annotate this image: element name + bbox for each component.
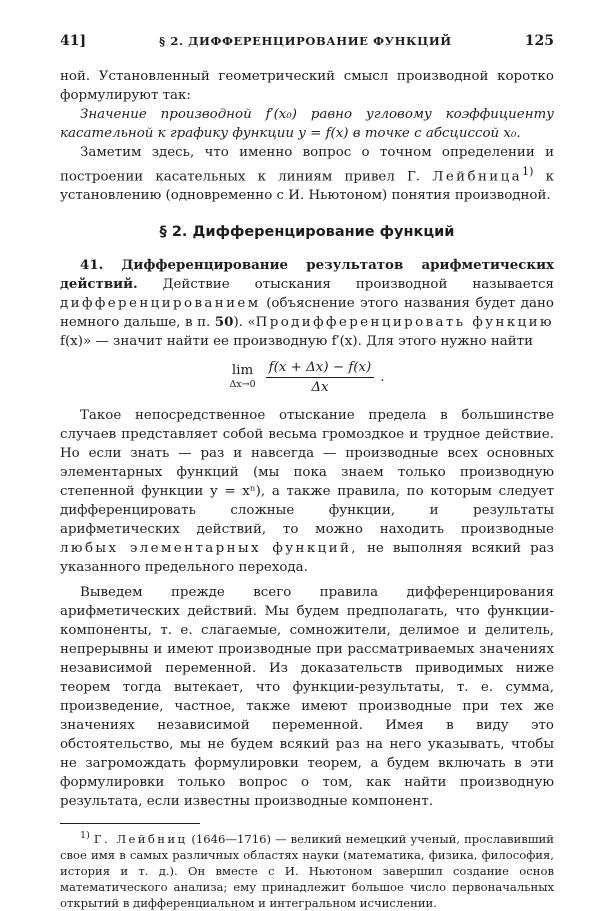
limit-subscript: Δx→0	[229, 378, 256, 390]
paragraph-3: Выведем прежде всего правила дифференцирования арифметических действий. Мы будем предполагать, что функции-компоненты, т. е. слагаемые, сомножители, делимое и делитель, непрерывны и имеют производные при рассматриваемых значениях независимой переменной. Из доказательств приводимых ниже теорем тогда вытекает, что функции-результаты, т. е. сумма, произведение, частное, также имеют производные при тех же значениях независимой переменной. Имея в виду это обстоятельство, мы не будем всякий раз на него указывать, чтобы не загромождать формулировки теорем, а будем включать в эти формулировки только вопрос о том, как найти производную результата, если известны производные компонент.	[60, 585, 554, 810]
footnote-rule	[60, 823, 200, 824]
p41-text-d: f(x)» — значит найти ее производную f′(x). Для этого нужно найти	[60, 334, 534, 350]
limit-operator	[229, 364, 255, 392]
section-title: § 2. Дифференцирование функций	[159, 224, 455, 241]
paragraph-41	[60, 256, 554, 351]
footnote-ref: 1)	[522, 165, 534, 178]
paragraph-reference: 50	[214, 314, 234, 331]
footnote	[60, 828, 554, 911]
limit-formula	[60, 359, 554, 396]
p41-text-a: Действие отыскания производной называется	[162, 277, 554, 293]
difference-quotient	[266, 359, 375, 396]
page-number: 125	[524, 33, 554, 49]
footnote-mark: 1)	[80, 830, 90, 842]
leibniz-name: Лейбница	[432, 169, 523, 185]
theorem-statement: Значение производной f′(x₀) равно угловому коэффициенту касательной к графику функции y = f(x) в точке с абсциссой x₀.	[60, 107, 554, 141]
term-differentiation: дифференцированием	[60, 296, 261, 312]
limit-symbol: lim	[231, 362, 254, 378]
p41-text-c: ). «	[233, 315, 256, 331]
p2-spaced-phrase: любых элементарных функций,	[60, 541, 358, 557]
footnote-text: (1646—1716) — великий немецкий ученый, прославивший свое имя в самых различных областях науки (математика, физика, философия, история и т. д.). Он вместе с И. Ньютоном завершил создание основ математического анализа; ему принадлежит большое число первоначальных открытий в дифференциальном и интегральном исчислении.	[60, 832, 554, 911]
p41-text-b: (объяснение этого названия будет дано немного дальше, в п.	[60, 296, 554, 331]
intro-text-a: Заметим здесь, что именно вопрос о точном определении и построении касательных к линиям привел Г.	[60, 145, 554, 185]
p2-text-b: не выполняя всякий раз указанного предельного перехода.	[60, 541, 554, 576]
quotient-denominator: Δx	[311, 380, 329, 396]
header-section-title: § 2. ДИФФЕРЕНЦИРОВАНИЕ ФУНКЦИЙ	[159, 34, 452, 48]
paragraph-2	[60, 406, 554, 577]
formula-end: .	[380, 370, 385, 386]
header-reference: 41]	[60, 33, 87, 49]
p2-text-a: Такое непосредственное отыскание предела в большинстве случаев представляет собой весьма громоздкое и трудное действие. Но если знать — раз и навсегда — производные всех основных элементарных функций (мы пока знаем только производную степенной функции y = xⁿ), а также правила, по которым следует дифференцировать сложные функции, и результаты арифметических действий, то можно находить производные	[60, 408, 554, 538]
intro-text-b: к установлению (одновременно с И. Ньютоном) понятия производной.	[60, 169, 554, 204]
intro-line: ной. Установленный геометрический смысл производной коротко формулируют так:	[60, 69, 554, 103]
footnote-name: Г. Лейбниц	[93, 832, 188, 847]
intro-paragraph	[60, 143, 554, 205]
p41-spaced-phrase: Продифференцировать функцию	[255, 315, 554, 331]
paragraph-heading: 41. Дифференцирование результатов арифметических действий.	[60, 257, 554, 293]
quotient-numerator: f(x + Δx) − f(x)	[266, 359, 375, 378]
running-header	[60, 32, 554, 51]
